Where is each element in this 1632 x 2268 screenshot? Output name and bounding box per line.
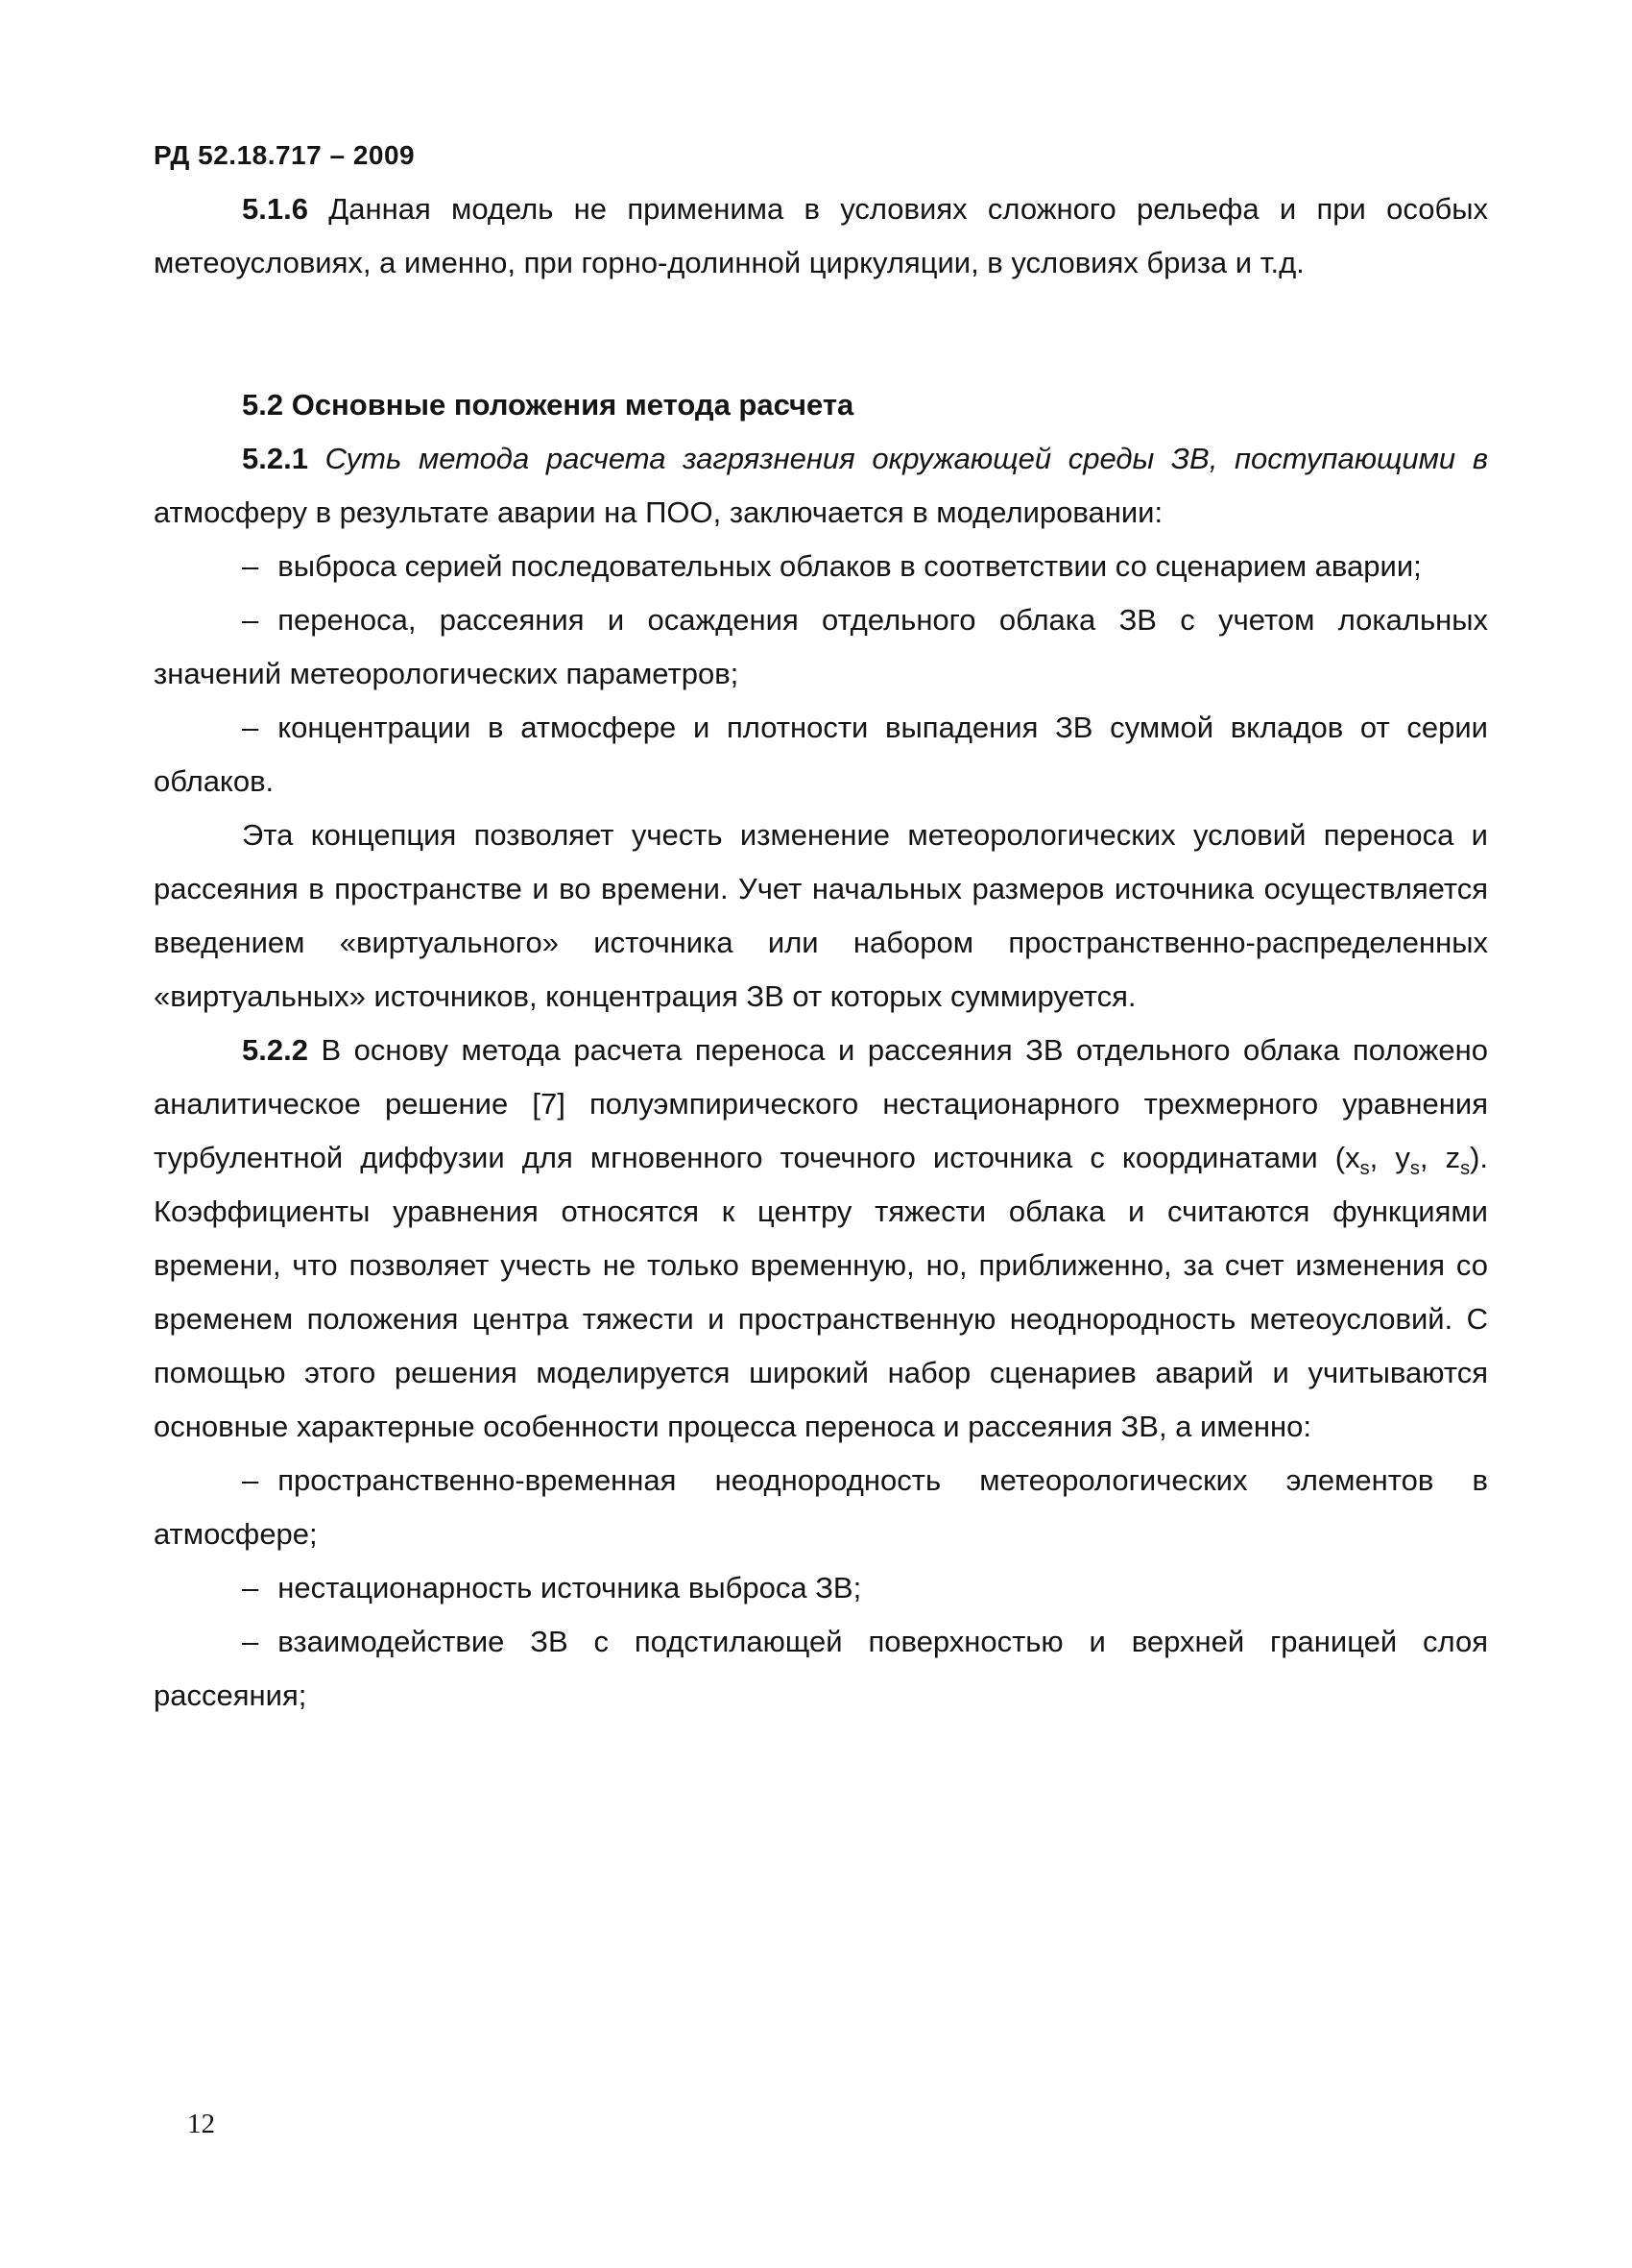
paragraph-text: В основу метода расчета переноса и рассеяния ЗВ отдельного облака положено аналитическое решение [7] полуэмпирического нестационарного трехмерного уравнения турбулентной диффузии для мгновенного точечного источника с координатами (	[154, 1033, 1488, 1174]
section-number: 5.2.1	[242, 442, 308, 475]
list-item-text: взаимодействие ЗВ с подстилающей поверхностью и верхней границей слоя рассеяния;	[154, 1625, 1488, 1712]
dash-bullet: –	[242, 1463, 259, 1497]
coordinate-z: z	[1445, 1141, 1461, 1174]
list-item-text: концентрации в атмосфере и плотности выпадения ЗВ суммой вкладов от серии облаков.	[154, 711, 1488, 798]
section-number: 5.1.6	[242, 192, 308, 226]
coordinate-subscript: s	[1409, 1158, 1420, 1180]
dash-bullet: –	[242, 711, 259, 744]
section-number: 5.2.2	[242, 1033, 308, 1067]
coordinate-y: y	[1395, 1141, 1410, 1174]
dash-bullet: –	[242, 549, 259, 583]
separator: ,	[1419, 1141, 1446, 1174]
paragraph-text: Данная модель не применима в условиях сложного рельефа и при особых метеоусловиях, а именно, при горно-долинной циркуляции, в условиях бриза и т.д.	[154, 192, 1488, 279]
paragraph-text: атмосферу в результате аварии на ПОО, заключается в моделировании:	[154, 495, 1164, 529]
paragraph-5-1-6	[154, 182, 1488, 290]
coordinate-x: x	[1345, 1141, 1360, 1174]
list-item-text: переноса, рассеяния и осаждения отдельного облака ЗВ с учетом локальных значений метеорологических параметров;	[154, 603, 1488, 690]
list-item	[154, 1615, 1488, 1723]
list-item	[154, 1561, 1488, 1615]
list-item	[154, 1454, 1488, 1561]
paragraph-5-2-2	[154, 1024, 1488, 1454]
list-item-text: нестационарность источника выброса ЗВ;	[277, 1571, 862, 1604]
list-item-text: выброса серией последовательных облаков в соответствии со сценарием аварии;	[277, 549, 1422, 583]
paragraph-text: ). Коэффициенты уравнения относятся к центру тяжести облака и считаются функциями времени, что позволяет учесть не только временную, но, приближенно, за счет изменения со временем положения центра тяжести и пространственную неоднородность метеоусловий. С помощью этого решения моделируется широкий набор сценариев аварий и учитываются основные характерные особенности процесса переноса и рассеяния ЗВ, а именно:	[154, 1141, 1488, 1443]
section-heading-5-2: 5.2 Основные положения метода расчета	[242, 388, 854, 422]
dash-bullet: –	[242, 1625, 259, 1658]
list-item	[154, 701, 1488, 808]
document-code-header: РД 52.18.717 – 2009	[154, 140, 416, 170]
document-body	[154, 182, 1488, 1723]
paragraph-concept: Эта концепция позволяет учесть изменение метеорологических условий переноса и рассеяния в пространстве и во времени. Учет начальных размеров источника осуществляется введением «виртуального» источника или набором пространственно-распределенных «виртуальных» источников, концентрация ЗВ от которых суммируется.	[154, 818, 1488, 1013]
list-item-text: пространственно-временная неоднородность метеорологических элементов в атмосфере;	[154, 1463, 1488, 1551]
coordinate-subscript: s	[1359, 1158, 1370, 1180]
list-item	[154, 540, 1488, 593]
coordinate-subscript: s	[1460, 1158, 1471, 1180]
dash-bullet: –	[242, 603, 259, 637]
paragraph-5-2-1	[154, 432, 1488, 540]
italic-text: Суть метода расчета загрязнения окружающей среды ЗВ, поступающими в	[307, 442, 1488, 475]
separator: ,	[1369, 1141, 1396, 1174]
dash-bullet: –	[242, 1571, 259, 1604]
list-item	[154, 593, 1488, 701]
page-number: 12	[187, 2109, 215, 2139]
